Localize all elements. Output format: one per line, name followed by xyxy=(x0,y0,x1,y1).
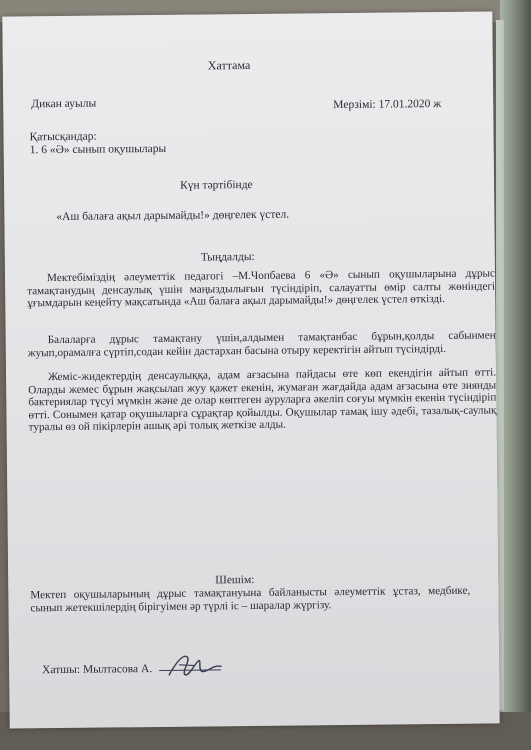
signature-label: Хатшы: Мылтасова А. xyxy=(42,663,153,677)
date-value: 17.01.2020 ж xyxy=(378,97,442,111)
paragraph-1: Мектебіміздің әлеуметтік педагогі –М.Чопбаева 6 «Ә» сынып оқушыларына дұрыс тамақтанудың денсаулық үшін маңыздылығын түсіндіріп, салауатты өмір салты жөніндегі ұғымдарын кеңейту мақсатында «Аш балаға ақыл дарымайды!» дөңгелек үстел өткізді. xyxy=(27,267,496,310)
heard-title: Тыңдалды: xyxy=(200,250,255,264)
decision-title: Шешім: xyxy=(215,573,255,587)
paragraph-3: Жеміс-жидектердің денсаулыққа, адам ағзасына пайдасы өте көп екендігін айтып өтті. Оларды жемес бұрын жақсылап жуу қажет екенін, жумаған жағдайда адам ағзасына өте зиянды бактериялар түсуі мүмкін және де олар көптеген ауруларға әкеліп соғуы мүмкін екенін түсіндіріп өтті. Сонымен қатар оқушыларға сұрақтар қойылды. Оқушылар тамақ ішу әдебі, тазалық-саулық туралы өз ой пікірлерін ашық әрі толық жеткізе алды. xyxy=(28,366,497,434)
participants-item: 1. 6 «Ә» сынып оқушылары xyxy=(29,142,167,157)
participants-label: Қатысқандар: xyxy=(29,130,97,144)
decision-text: Мектеп оқушыларының дұрыс тамақтануына байланысты әлеуметтік ұстаз, медбике, сынып жетекшілердің бірігуімен әр түрлі іс – шаралар жүргізу. xyxy=(30,584,471,614)
village-name: Дикан ауылы xyxy=(31,97,97,111)
document-sheet xyxy=(2,11,499,728)
document-title: Хаттама xyxy=(207,57,251,73)
date-label: Мерзімі: xyxy=(333,98,376,112)
agenda-item: «Аш балаға ақыл дарымайды!» дөңгелек үстел. xyxy=(56,208,290,224)
paragraph-2: Балаларға дұрыс тамақтану үшін,алдымен тамақтанбас бұрын,қолды сабынмен жуып,орамалға сүртіп,содан кейін дастархан басына отыру керектігін айтып түсіндірді. xyxy=(27,329,496,359)
date-line xyxy=(333,98,441,112)
handwritten-signature xyxy=(165,650,225,681)
agenda-title: Күн тәртібінде xyxy=(180,178,253,192)
green-folder-edge xyxy=(500,0,531,750)
